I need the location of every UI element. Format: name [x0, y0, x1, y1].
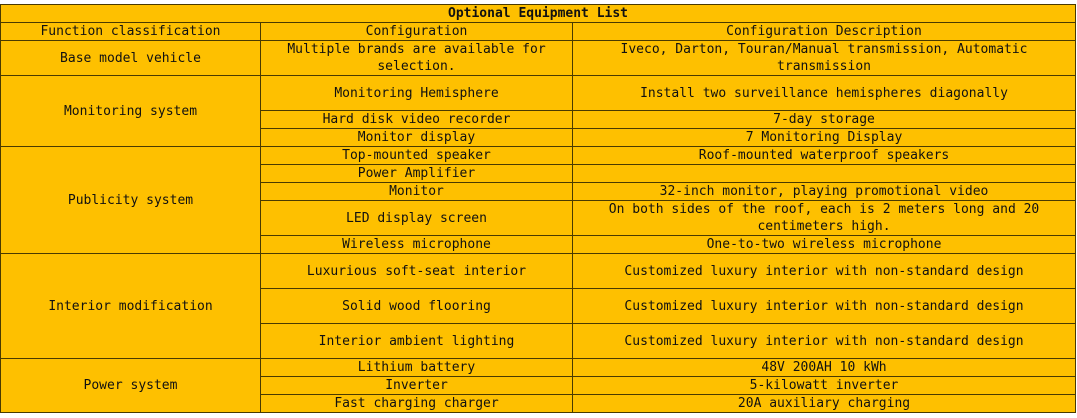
configuration-cell: Fast charging charger — [261, 395, 573, 413]
table-title: Optional Equipment List — [1, 5, 1076, 23]
configuration-cell: Wireless microphone — [261, 236, 573, 254]
description-cell: 32-inch monitor, playing promotional video — [573, 183, 1076, 201]
description-cell: Iveco, Darton, Touran/Manual transmission, Automatic transmission — [573, 41, 1076, 76]
function-cell: Publicity system — [1, 147, 261, 254]
table-row — [1, 359, 1076, 377]
header-row — [1, 23, 1076, 41]
configuration-cell: Solid wood flooring — [261, 289, 573, 324]
description-cell: 5-kilowatt inverter — [573, 377, 1076, 395]
configuration-cell: LED display screen — [261, 201, 573, 236]
function-cell: Monitoring system — [1, 76, 261, 147]
description-cell: Roof-mounted waterproof speakers — [573, 147, 1076, 165]
description-cell: Customized luxury interior with non-standard design — [573, 254, 1076, 289]
header-configuration: Configuration — [261, 23, 573, 41]
configuration-cell: Top-mounted speaker — [261, 147, 573, 165]
configuration-cell: Power Amplifier — [261, 165, 573, 183]
function-cell: Power system — [1, 359, 261, 413]
configuration-cell: Monitor display — [261, 129, 573, 147]
configuration-cell: Monitoring Hemisphere — [261, 76, 573, 111]
configuration-cell: Hard disk video recorder — [261, 111, 573, 129]
table-row — [1, 254, 1076, 289]
description-cell: Customized luxury interior with non-standard design — [573, 289, 1076, 324]
table-row — [1, 147, 1076, 165]
description-cell — [573, 165, 1076, 183]
description-cell: 48V 200AH 10 kWh — [573, 359, 1076, 377]
header-configuration-description: Configuration Description — [573, 23, 1076, 41]
table-row — [1, 76, 1076, 111]
function-cell: Interior modification — [1, 254, 261, 359]
configuration-cell: Lithium battery — [261, 359, 573, 377]
description-cell: On both sides of the roof, each is 2 meters long and 20 centimeters high. — [573, 201, 1076, 236]
configuration-cell: Monitor — [261, 183, 573, 201]
description-cell: 20A auxiliary charging — [573, 395, 1076, 413]
configuration-cell: Multiple brands are available for selection. — [261, 41, 573, 76]
configuration-cell: Interior ambient lighting — [261, 324, 573, 359]
description-cell: One-to-two wireless microphone — [573, 236, 1076, 254]
description-cell: 7-day storage — [573, 111, 1076, 129]
description-cell: Customized luxury interior with non-standard design — [573, 324, 1076, 359]
description-cell: Install two surveillance hemispheres diagonally — [573, 76, 1076, 111]
table-row — [1, 41, 1076, 76]
function-cell: Base model vehicle — [1, 41, 261, 76]
description-cell: 7 Monitoring Display — [573, 129, 1076, 147]
optional-equipment-table — [0, 4, 1076, 413]
configuration-cell: Luxurious soft-seat interior — [261, 254, 573, 289]
title-row — [1, 5, 1076, 23]
header-function-classification: Function classification — [1, 23, 261, 41]
configuration-cell: Inverter — [261, 377, 573, 395]
